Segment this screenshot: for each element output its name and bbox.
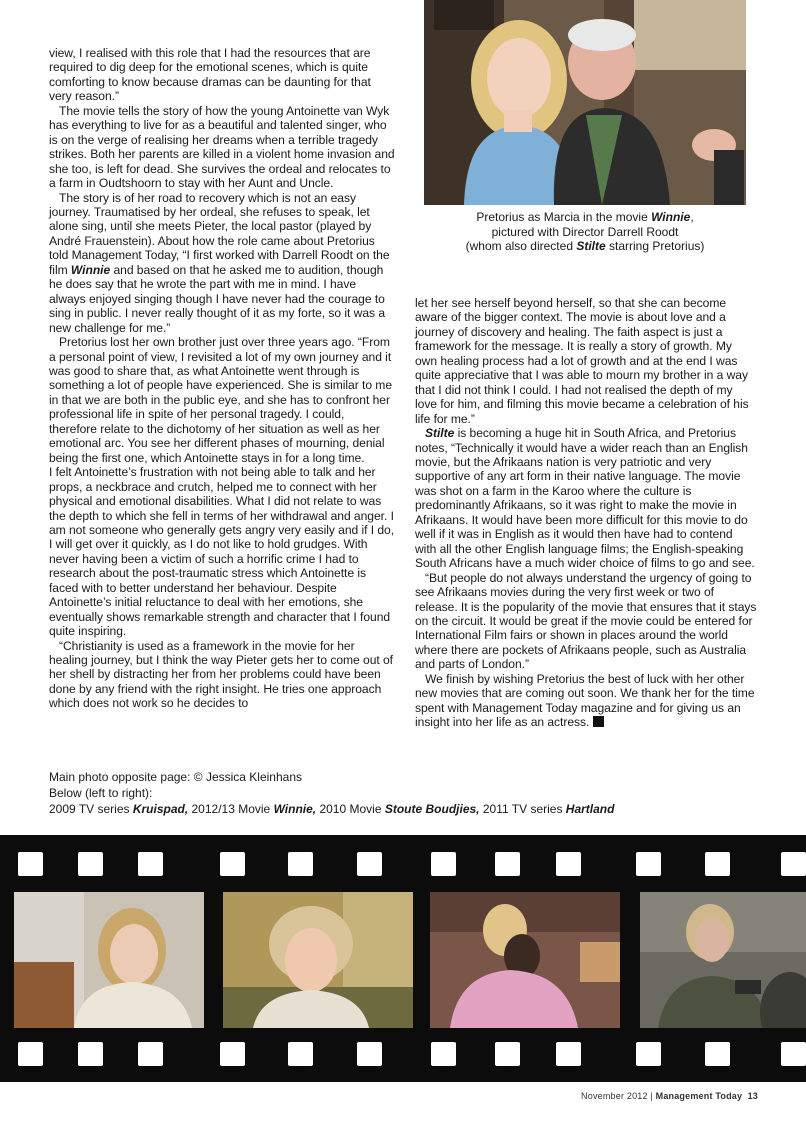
- paragraph: view, I realised with this role that I had the resources that are required to dig deep for the emotional scenes, which is quite comforting to know because dramas can be daunting for that very reason.”: [49, 46, 371, 104]
- sprocket-hole: [357, 1042, 382, 1066]
- frame-kruispad: [14, 892, 204, 1028]
- frame-stoute-boudjies: [430, 892, 620, 1028]
- sprocket-hole: [705, 1042, 730, 1066]
- sprocket-hole: [288, 1042, 313, 1066]
- still-kruispad: [14, 892, 204, 1028]
- end-of-article-mark: [593, 716, 604, 727]
- photo-pretorius-with-director: [424, 0, 746, 205]
- magazine-name: Management Today: [655, 1091, 743, 1101]
- photo-credits: Main photo opposite page: © Jessica Kleinhans Below (left to right): 2009 TV series Kruispad, 2012/13 Movie Winnie, 2010 Movie Stoute Boudjies, 2011 TV series Hartland: [49, 770, 615, 816]
- sprocket-hole: [705, 852, 730, 876]
- sprocket-hole: [357, 852, 382, 876]
- film-title: Stilte: [425, 426, 455, 441]
- sprocket-hole: [138, 1042, 163, 1066]
- paragraph: The movie tells the story of how the young Antoinette van Wyk has everything to live for as a beautiful and talented singer, who is on the verge of realising her dreams when a terrible tragedy strikes. Both her parents are killed in a violent home invasion and she too, is left for dead. She survives the ordeal and relocates to a farm in Oudtshoorn to stay with her Aunt and Uncle.: [49, 103, 395, 191]
- paragraph: Pretorius lost her own brother just over three years ago. “From a personal point of view, I revisited a lot of my own journey and it was good to share that, as what Antoinette went through is something a lot of people have experienced. She is similar to me in that we are both in the public eye, and she has to confront her professional life in spite of her personal tragedy. I could, therefore relate to the dichotomy of her situation as well as her emotional arc. You see her different phases of mourning, denial being the first one, which Antoinette stays in for a long time.: [49, 335, 393, 465]
- sprocket-hole: [431, 852, 456, 876]
- sprocket-hole: [18, 852, 43, 876]
- paragraph: “Christianity is used as a framework in the movie for her healing journey, but I think the way Pieter gets her to come out of her shell by distracting her from her problems could have been done by any friend with the right insight. He tries one approach which does not work so he decides to: [49, 638, 393, 711]
- still-hartland: [640, 892, 806, 1028]
- sprocket-hole: [495, 852, 520, 876]
- sprocket-hole: [781, 1042, 806, 1066]
- sprocket-hole: [138, 852, 163, 876]
- film-title: Winnie: [70, 262, 111, 277]
- frame-hartland: [640, 892, 806, 1028]
- film-strip: [0, 835, 806, 1082]
- paragraph: “But people do not always understand the urgency of going to see Afrikaans movies during the very first week or two of release. It is the popularity of the movie that ensures that it stays on the circuit. It would be great if the movie could be entered for International Film fairs or shown in places around the world where there are pockets of Afrikaans people, such as Australia and parts of London.”: [415, 570, 757, 672]
- page-number: 13: [747, 1091, 758, 1101]
- page-footer: November 2012 | Management Today 13: [581, 1091, 758, 1101]
- main-photo: [424, 0, 746, 205]
- sprocket-hole: [636, 1042, 661, 1066]
- article-right-column: [415, 296, 757, 730]
- sprocket-hole: [636, 852, 661, 876]
- sprocket-hole: [431, 1042, 456, 1066]
- still-stoute-boudjies: [430, 892, 620, 1028]
- photo-caption: Pretorius as Marcia in the movie Winnie, pictured with Director Darrell Roodt (whom also directed Stilte starring Pretorius): [465, 210, 705, 253]
- paragraph: let her see herself beyond herself, so that she can become aware of the bigger context. The movie is about love and a journey of discovery and healing. The faith aspect is just a framework for the message. It is really a story of growth. My own healing process had a lot of growth and at the end I was quite appreciative that I was able to mourn my brother in a way that I did not think I could. I had not realised the depth of my love for him, and filming this movie became a celebration of his life for me.”: [415, 296, 749, 426]
- sprocket-hole: [220, 852, 245, 876]
- paragraph: The story is of her road to recovery which is not an easy journey. Traumatised by her ordeal, she refuses to speak, let alone sing, until she meets Pieter, the local pastor (played by André Frauenstein). About how the role came about Pretorius told Management Today, “I first worked with Darrell Roodt on the film Winnie and based on that he asked me to audition, though he does say that he wrote the part with me in mind. I have always enjoyed singing though I have never had the courage to sing in public. I never really thought of it as my forte, so it was a new challenge for me.”: [49, 190, 390, 335]
- sprocket-hole: [18, 1042, 43, 1066]
- sprocket-hole: [288, 852, 313, 876]
- sprocket-hole: [556, 852, 581, 876]
- frame-winnie: [223, 892, 413, 1028]
- sprocket-hole: [78, 1042, 103, 1066]
- sprocket-hole: [220, 1042, 245, 1066]
- paragraph: I felt Antoinette’s frustration with not being able to talk and her props, a neckbrace and crutch, helped me to connect with her physical and emotional disabilities. What I did not relate to was the depth to which she fell in terms of her withdrawal and anger. I am not someone who generally gets angry very easily and if I do, I will get over it quickly, as I do not like to hold grudges. With never having been a victim of such a horrific crime I had to research about the post-traumatic stress which Antoinette is faced with to better understand her behaviour. Despite Antoinette’s initial reluctance to deal with her emotions, she eventually shows remarkable strength and character that I found quite inspiring.: [49, 465, 395, 639]
- sprocket-hole: [78, 852, 103, 876]
- still-winnie: [223, 892, 413, 1028]
- sprocket-hole: [495, 1042, 520, 1066]
- sprocket-hole: [556, 1042, 581, 1066]
- article-left-column: [49, 46, 395, 711]
- sprocket-hole: [781, 852, 806, 876]
- paragraph: Stilte is becoming a huge hit in South Africa, and Pretorius notes, “Technically it would have a wider reach than an English movie, but the Afrikaans nation is very patriotic and very supportive of any art form in their native language. The movie was shot on a farm in the Karoo where the culture is predominantly Afrikaans, so it was right to make the movie in Afrikaans. It would have been more difficult for this movie to do well if it was in English as it would then have had to contend with all the other English language films; the English-speaking South Africans have a much wider choice of films to go and see.: [415, 426, 755, 571]
- paragraph: We finish by wishing Pretorius the best of luck with her other new movies that are coming out soon. We thank her for the time spent with Management Today magazine and for giving us an insight into her life as an actress.: [415, 671, 755, 730]
